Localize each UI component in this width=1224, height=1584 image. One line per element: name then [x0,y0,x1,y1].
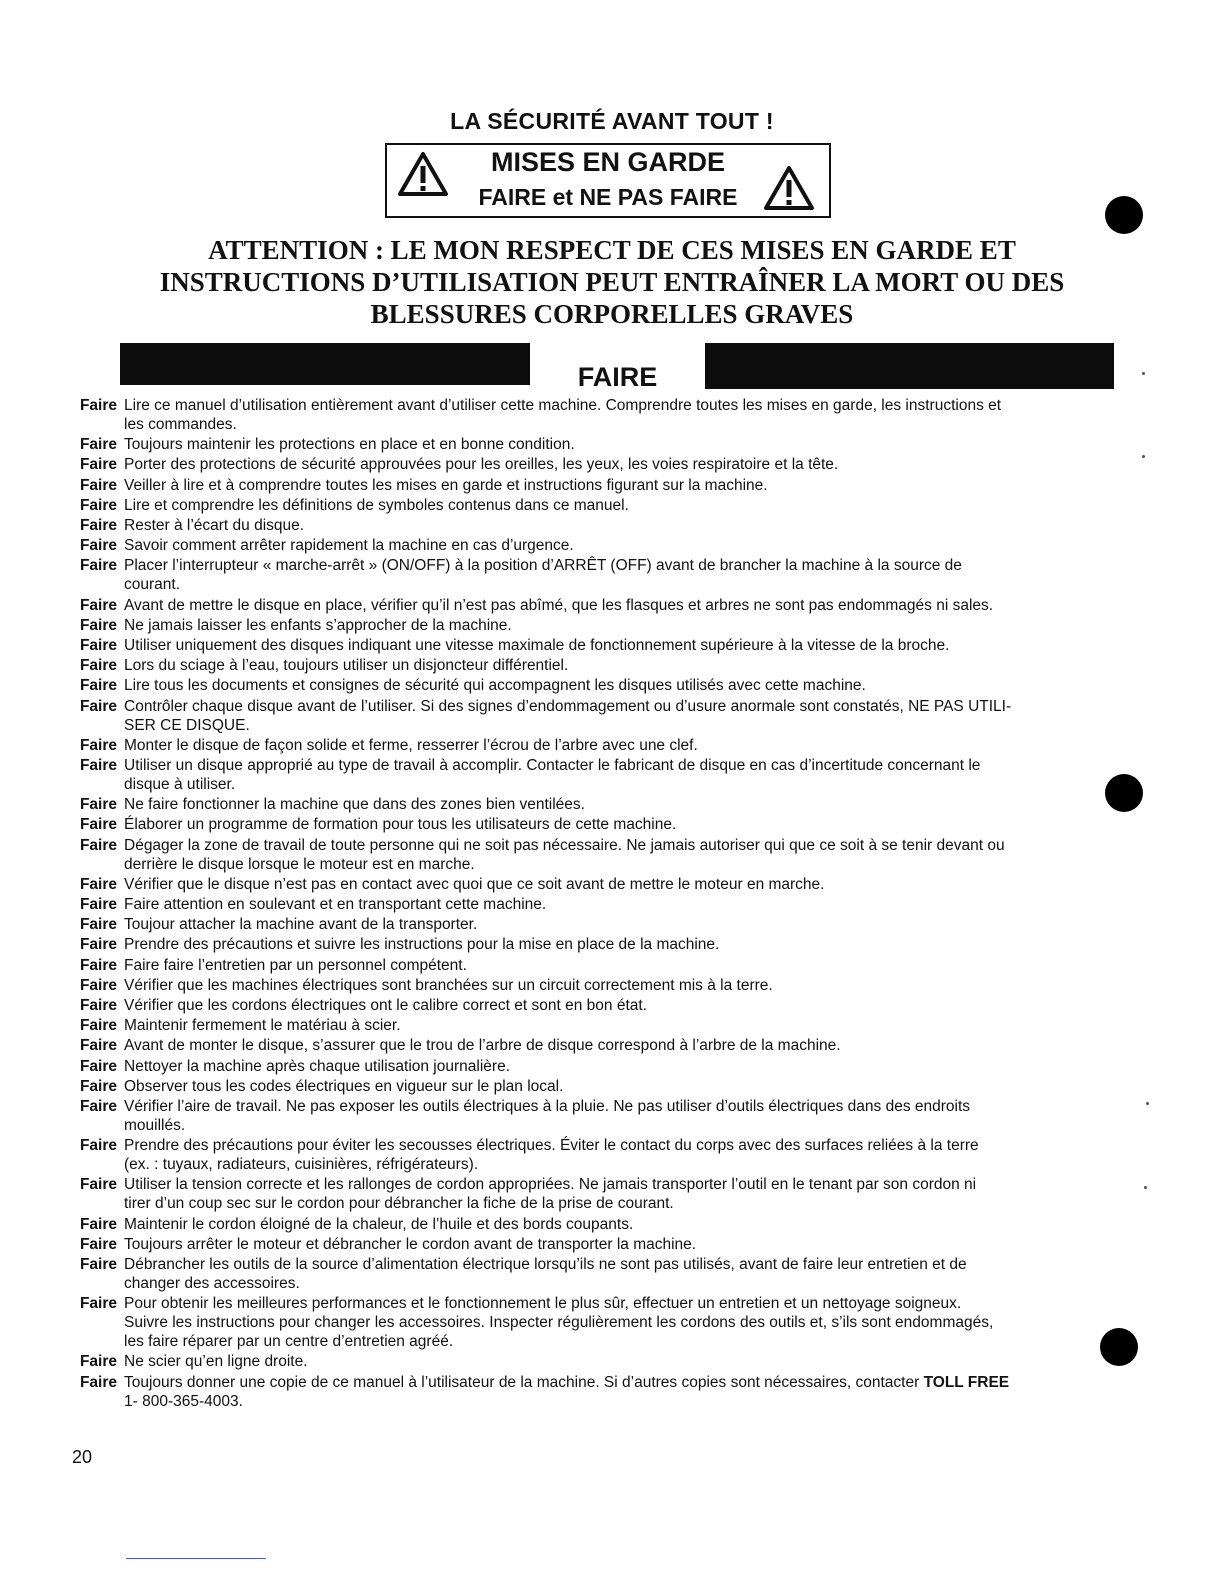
rule-label: Faire [79,496,117,514]
rule-text-line: Suivre les instructions pour changer les accessoires. Inspecter régulièrement les cordons des outils et, s’ils sont endommagés, [124,1314,994,1332]
rule-text-line: Observer tous les codes électriques en vigueur sur le plan local. [124,1077,564,1095]
rule-text-line: Lors du sciage à l’eau, toujours utiliser un disjoncteur différentiel. [124,657,569,675]
rule-text-line: Contrôler chaque disque avant de l’utiliser. Si des signes d’endommagement ou d’usure anormale sont constatés, NE PAS UTILI- [124,697,1012,715]
rule-text-line: Utiliser uniquement des disques indiquant une vitesse maximale de fonctionnement supérieure à la vitesse de la broche. [124,637,950,654]
rule-text [124,795,1074,814]
rule-text-line: mouillés. [124,1117,186,1134]
rule-label: Faire [79,1137,117,1155]
rule-text-line: Avant de monter le disque, s’assurer que le trou de l’arbre de disque correspond à l’arbre de la machine. [124,1037,841,1055]
rule-text [124,976,1074,995]
rule-text [124,875,1074,894]
rule-text-line: Lire ce manuel d’utilisation entièrement avant d’utiliser cette machine. Comprendre toutes les mises en garde, les instructions et [124,397,1002,414]
scan-speck [1142,372,1145,375]
rule-text-line: Utiliser un disque approprié au type de travail à accomplir. Contacter le fabricant de disque en cas d’incertitude concernant le [124,757,981,774]
rule-text [124,895,1074,914]
section-title: FAIRE [577,362,658,392]
warning-title: MISES EN GARDE [490,147,726,177]
rule-text-line: Placer l’interrupteur « marche-arrêt » (ON/OFF) à la position d’ARRÊT (OFF) avant de brancher la machine à la source de [124,557,962,575]
rule-label: Faire [79,697,117,715]
rule-text [124,736,1074,755]
rule-text-line: Toujours maintenir les protections en place et en bonne condition. [124,436,575,454]
rule-text-line: Faire attention en soulevant et en transportant cette machine. [124,896,547,913]
rule-text-line: Ne scier qu’en ligne droite. [124,1353,308,1371]
rule-text-line: Porter des protections de sécurité approuvées pour les oreilles, les yeux, les voies respiratoire et la tête. [124,456,839,474]
rule-text-line: Débrancher les outils de la source d’alimentation électrique lorsqu’ils ne sont pas utilisés, avant de faire leur entretien et de [124,1256,967,1273]
rule-label: Faire [79,796,117,814]
rule-text [124,1036,1074,1055]
rule-label: Faire [79,1176,117,1194]
rule-text-line: Vérifier que les machines électriques sont branchées sur un circuit correctement mis à la terre. [124,976,773,994]
rule-text-line: Toujour attacher la machine avant de la transporter. [124,916,478,934]
rule-text-line: Maintenir le cordon éloigné de la chaleur, de l’huile et des bords coupants. [124,1215,634,1233]
rule-label: Faire [79,397,117,414]
rule-label: Faire [79,1373,117,1391]
rule-text [124,476,1074,495]
rule-label: Faire [79,1353,117,1371]
rule-label: Faire [79,916,117,934]
page-heading: LA SÉCURITÉ AVANT TOUT ! [450,108,774,134]
binding-hole-mark [1105,196,1143,234]
rule-text-line: Toujours arrêter le moteur et débrancher le cordon avant de transporter la machine. [124,1235,697,1253]
rule-label: Faire [79,976,117,994]
rule-text [124,1057,1074,1076]
rule-text [124,455,1074,474]
rule-text [124,1373,1074,1411]
rule-label: Faire [79,757,117,774]
rule-text-line: SER CE DISQUE. [124,716,250,734]
rule-text [124,1097,1074,1135]
rule-text [124,1235,1074,1254]
rule-text [124,836,1074,874]
section-bar-left [120,343,530,385]
rule-label: Faire [79,1215,117,1233]
rule-label: Faire [79,1235,117,1253]
rule-text-line: les faire réparer par un centre d’entretien agréé. [124,1333,454,1351]
rule-text [124,1255,1074,1293]
rule-text-line: Avant de mettre le disque en place, vérifier qu’il n’est pas abîmé, que les flasques et arbres ne sont pas endommagés ni sales. [124,596,994,614]
rule-text-line: 1- 800-365-4003. [124,1392,243,1410]
rule-text-line: Ne jamais laisser les enfants s’approcher de la machine. [124,616,512,634]
footer-rule [126,1558,266,1559]
binding-hole-mark [1105,774,1143,812]
attention-statement [140,234,1084,330]
rule-text-line: Lire tous les documents et consignes de sécurité qui accompagnent les disques utilisés avec cette machine. [124,677,866,695]
rule-text [124,996,1074,1015]
attention-line: INSTRUCTIONS D’UTILISATION PEUT ENTRAÎNER LA MORT OU DES [159,267,1065,297]
toll-free-label: TOLL FREE [923,1373,1010,1391]
rule-text-line: changer des accessoires. [124,1275,300,1292]
rule-text-line: Savoir comment arrêter rapidement la machine en cas d’urgence. [124,537,574,555]
rule-text [124,1352,1074,1371]
binding-hole-mark [1100,1328,1138,1366]
rule-text-line: tirer d’un coup sec sur le cordon pour débrancher la fiche de la prise de courant. [124,1195,674,1213]
rule-label: Faire [79,476,117,494]
rule-text-line: derrière le disque lorsque le moteur est en marche. [124,855,475,873]
rule-label: Faire [79,616,117,634]
rule-text-line: courant. [124,576,181,594]
rule-text-line: Vérifier l’aire de travail. Ne pas exposer les outils électriques à la pluie. Ne pas utiliser d’outils électriques dans des endroits [124,1098,971,1115]
rule-text-line: Nettoyer la machine après chaque utilisation journalière. [124,1057,510,1075]
warning-subtitle: FAIRE et NE PAS FAIRE [478,184,738,210]
rule-label: Faire [79,1017,117,1035]
rule-label: Faire [79,1098,117,1115]
attention-line: ATTENTION : LE MON RESPECT DE CES MISES EN GARDE ET [208,235,1016,265]
rule-label: Faire [79,1057,117,1075]
rule-text-line: Prendre des précautions pour éviter les secousses électriques. Éviter le contact du corps avec des surfaces reliées à la terre [124,1137,979,1155]
rule-label: Faire [79,936,117,954]
rule-text-line: Rester à l’écart du disque. [124,517,305,534]
rule-text [124,1215,1074,1234]
rule-text-line: Prendre des précautions et suivre les instructions pour la mise en place de la machine. [124,936,720,954]
rule-label: Faire [79,456,117,474]
rule-label: Faire [79,517,117,534]
rule-text [124,956,1074,975]
rule-text-line: Monter le disque de façon solide et ferme, resserrer l’écrou de l’arbre avec une clef. [124,736,698,754]
rule-text-line: Ne faire fonctionner la machine que dans des zones bien ventilées. [124,796,585,814]
rule-label: Faire [79,736,117,754]
rule-text [124,556,1074,594]
rule-text [124,616,1074,635]
rule-text [124,1175,1074,1213]
rule-text [124,915,1074,934]
warning-box [385,143,831,218]
rule-label: Faire [79,557,117,575]
scan-speck [1146,1102,1149,1105]
rule-text-line: Veiller à lire et à comprendre toutes les mises en garde et instructions figurant sur la machine. [124,476,768,494]
rule-text-line: Maintenir fermement le matériau à scier. [124,1017,401,1035]
rule-text [124,935,1074,954]
rule-text [124,496,1074,515]
rule-text-line: (ex. : tuyaux, radiateurs, cuisinières, réfrigérateurs). [124,1156,479,1174]
rule-text [124,815,1074,834]
rule-text [124,1077,1074,1096]
rule-text [124,596,1074,615]
rule-text-line: Faire faire l’entretien par un personnel compétent. [124,956,467,974]
rule-label: Faire [79,637,117,654]
scan-speck [1144,1186,1147,1189]
rule-text [124,516,1074,535]
rule-text [124,656,1074,675]
scan-speck [1142,455,1145,458]
rule-label: Faire [79,1256,117,1273]
rule-label: Faire [79,836,117,854]
rule-text [124,435,1074,454]
rule-text-line: disque à utiliser. [124,776,236,793]
rule-label: Faire [79,657,117,675]
rule-label: Faire [79,537,117,555]
warning-triangle-icon [763,165,815,211]
rule-text-line: Lire et comprendre les définitions de symboles contenus dans ce manuel. [124,496,629,514]
rule-label: Faire [79,1077,117,1095]
rule-text [124,636,1074,655]
rule-text [124,1136,1074,1174]
rule-text [124,396,1074,434]
rule-text-line: Vérifier que les cordons électriques ont le calibre correct et sont en bon état. [124,997,647,1014]
rule-text [124,676,1074,695]
rule-label: Faire [79,1037,117,1055]
rule-label: Faire [79,875,117,893]
rule-text [124,1016,1074,1035]
rule-label: Faire [79,596,117,614]
page-number: 20 [72,1447,93,1467]
rule-label: Faire [79,1295,117,1313]
rule-label: Faire [79,816,117,834]
rule-text-line: Utiliser la tension correcte et les rallonges de cordon appropriées. Ne jamais transporter l’outil en le tenant par son cordon ni [124,1176,977,1194]
rule-text [124,697,1074,735]
rule-text-line: Dégager la zone de travail de toute personne qui ne soit pas nécessaire. Ne jamais autoriser qui que ce soit à se tenir devant ou [124,836,1005,854]
attention-line: BLESSURES CORPORELLES GRAVES [370,299,854,329]
section-bar-right [705,343,1114,389]
rule-label: Faire [79,956,117,974]
rule-label: Faire [79,677,117,695]
rule-label: Faire [79,896,117,913]
rule-text-line: Élaborer un programme de formation pour tous les utilisateurs de cette machine. [124,816,677,834]
rule-text [124,1294,1074,1351]
rule-text-line: les commandes. [124,416,237,433]
rule-text [124,536,1074,555]
rule-text [124,756,1074,794]
rule-text-line: Pour obtenir les meilleures performances et le fonctionnement le plus sûr, effectuer un entretien et un nettoyage soigneux. [124,1295,962,1313]
rule-text-line: Vérifier que le disque n’est pas en contact avec quoi que ce soit avant de mettre le moteur en marche. [124,875,825,893]
rule-text-line: Toujours donner une copie de ce manuel à l’utilisateur de la machine. Si d’autres copies sont nécessaires, contacter TOLL FREE [124,1373,1010,1391]
rule-label: Faire [79,997,117,1014]
rule-label: Faire [79,436,117,454]
